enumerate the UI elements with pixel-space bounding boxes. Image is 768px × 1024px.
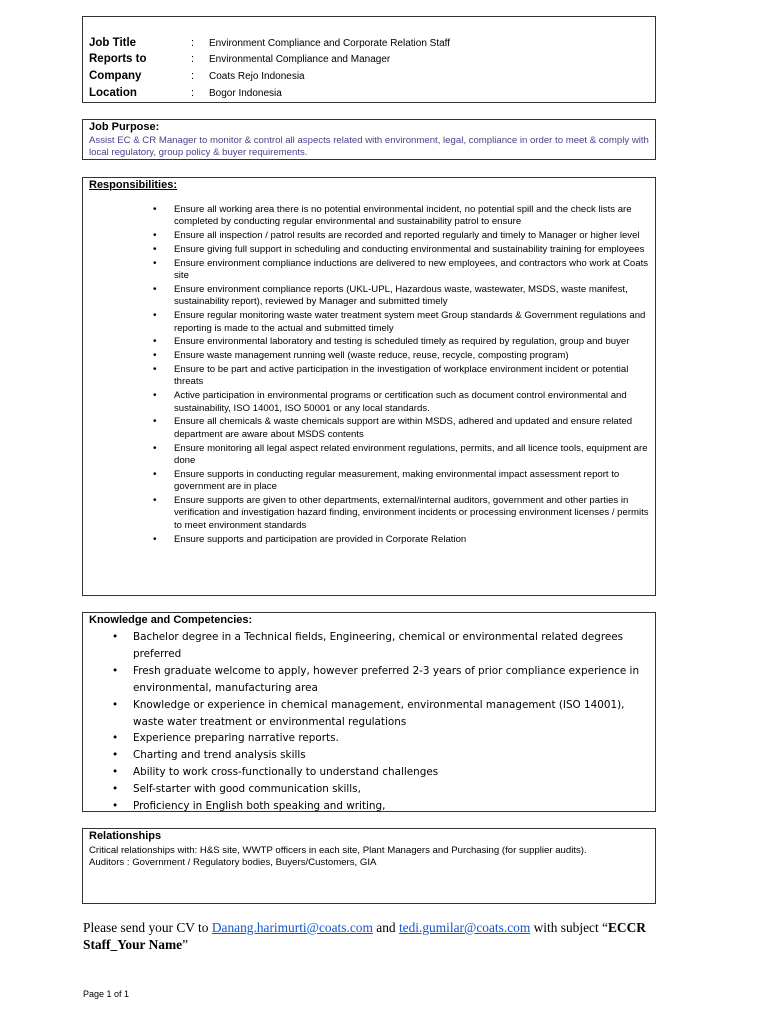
bullet-icon: • [153,533,157,545]
list-item [149,443,649,468]
bullet-icon: • [153,230,157,242]
cv-instruction [83,919,693,953]
list-item [149,364,649,389]
list-item-text: Ensure supports and participation are provided in Corporate Relation [174,533,467,545]
bullet-icon: • [153,416,157,428]
colon: : [191,53,195,65]
bullet-icon: • [153,364,157,375]
list-item [109,781,649,798]
location-label: Location [89,87,137,99]
bullet-icon: • [153,350,157,362]
list-item-text: Ensure all chemicals & waste chemicals support are within MSDS, adhered and updated and ensure related department are aware about MSDS contents [174,416,633,440]
company-row [89,70,649,87]
job-title-value: Environment Compliance and Corporate Relation Staff [209,38,451,49]
list-item [109,730,649,747]
relationships-line: Critical relationships with: H&S site, WWTP officers in each site, Plant Managers and Purchasing (for supplier audits). [89,845,587,856]
job-purpose-box [82,119,656,160]
list-item-text: Ensure environment compliance reports (UKL-UPL, Hazardous waste, wastewater, MSDS, waste manifest, sustainability report), reviewed by Manager and submitted timely [174,284,628,308]
list-item [149,284,649,309]
bullet-icon: • [112,783,119,796]
colon: : [191,70,195,82]
page-number: Page 1 of 1 [83,989,130,999]
bullet-icon: • [112,631,119,643]
relationships-text [89,845,654,869]
list-item [109,798,649,815]
relationships-box [82,828,656,904]
list-item-text: Ensure environment compliance inductions are delivered to new employees, and contractors who work at Coats site [174,257,649,282]
cv-middle: with subject “ [530,920,608,935]
list-item-text: Ensure environmental laboratory and testing is scheduled timely as required by regulation, group and buyer [174,336,630,348]
job-title-label: Job Title [89,37,137,49]
bullet-icon: • [153,468,157,480]
colon: : [191,37,195,49]
bullet-icon: • [153,244,157,255]
list-item-text: Knowledge or experience in chemical management, environmental management (ISO 14001), waste water treatment or environmental regulations [133,698,625,728]
list-item-text: Ensure regular monitoring waste water treatment system meet Group standards & Government regulations and reporting is made to the actual and submitted timely [174,310,646,334]
bullet-icon: • [153,310,157,322]
cv-and: and [372,920,399,935]
list-item [149,230,649,242]
job-info-box [82,16,656,103]
list-item [149,350,649,362]
cv-suffix: ” [182,937,189,952]
location-value: Bogor Indonesia [209,88,282,99]
reports-to-value: Environmental Compliance and Manager [209,54,391,65]
reports-to-label: Reports to [89,53,147,65]
bullet-icon: • [153,442,157,454]
bullet-icon: • [153,257,157,269]
job-title-row [89,37,649,54]
list-item [109,629,649,663]
list-item [109,663,649,697]
list-item-text: Ensure giving full support in scheduling and conducting environmental and sustainability training for employees [174,244,645,255]
list-item-text: Ensure all working area there is no potential environmental incident, no potential spill and the check lists are completed by conducting regular environmental and sustainability patrol to ensure [174,204,632,228]
responsibilities-list [149,204,649,547]
bullet-icon: • [112,732,119,745]
list-item-text: Self-starter with good communication skills, [133,783,361,796]
list-item [149,469,649,494]
company-value: Coats Rejo Indonesia [209,71,305,82]
list-item-text: Ensure supports are given to other departments, external/internal auditors, government and other parties in verification and investigation hazard finding, environment incidents or processing environment licenses / permits to meet environment standards [174,495,649,531]
list-item [149,258,649,283]
responsibilities-title: Responsibilities: [89,179,178,191]
bullet-icon: • [112,766,119,779]
list-item [149,336,649,348]
list-item [149,495,649,532]
job-purpose-text: Assist EC & CR Manager to monitor & control all aspects related with environment, legal, compliance in order to meet & comply with local regulatory, group policy & buyer requirements. [89,135,649,158]
list-item [109,764,649,781]
bullet-icon: • [153,390,157,402]
list-item-text: Ensure to be part and active participation in the investigation of workplace environment incident or potential threats [174,364,629,388]
list-item-text: Ensure supports in conducting regular measurement, making environmental impact assessment report to government are in place [174,468,620,493]
knowledge-title: Knowledge and Competencies: [89,614,253,626]
list-item-text: Charting and trend analysis skills [133,749,306,762]
job-purpose-title: Job Purpose: [89,121,160,133]
cv-subject: ECCR Staff_Your Name [83,920,646,952]
bullet-icon: • [153,204,157,215]
bullet-icon: • [112,664,119,677]
list-item [149,244,649,256]
email-link-tedi[interactable]: tedi.gumilar@coats.com [398,920,531,935]
cv-prefix: Please send your CV to [83,920,212,935]
list-item-text: Ensure all inspection / patrol results are recorded and reported regularly and timely to Manager or higher level [174,230,640,242]
email-link-danang[interactable]: Danang.harimurti@coats.com [211,920,373,935]
list-item-text: Ensure monitoring all legal aspect related environment regulations, permits, and all licence tools, equipment are done [174,442,648,467]
list-item-text: Fresh graduate welcome to apply, however preferred 2-3 years of prior compliance experience in environmental, manufacturing area [133,664,640,694]
list-item-text: Ability to work cross-functionally to understand challenges [133,766,439,779]
knowledge-box [82,612,656,812]
list-item-text: Experience preparing narrative reports. [133,732,339,745]
list-item [149,310,649,335]
bullet-icon: • [112,800,119,813]
list-item-text: Ensure waste management running well (waste reduce, reuse, recycle, composting program) [174,350,569,362]
company-label: Company [89,70,142,82]
bullet-icon: • [153,336,157,348]
list-item [109,747,649,764]
responsibilities-box [82,177,656,596]
list-item [149,534,649,546]
knowledge-list [109,629,649,815]
list-item [109,697,649,731]
list-item [149,416,649,441]
reports-to-row [89,53,649,70]
list-item-text: Active participation in environmental programs or certification such as document control environmental and sustainability, ISO 14001, ISO 50001 or any local standards. [174,390,627,414]
list-item [149,204,649,229]
bullet-icon: • [112,698,119,711]
list-item [149,390,649,415]
bullet-icon: • [112,749,119,762]
relationships-title: Relationships [89,830,162,842]
bullet-icon: • [153,284,157,295]
list-item-text: Proficiency in English both speaking and writing, [133,800,386,813]
location-row [89,87,649,104]
bullet-icon: • [153,495,157,507]
relationships-line: Auditors : Government / Regulatory bodies, Buyers/Customers, GIA [89,857,377,869]
list-item-text: Bachelor degree in a Technical fields, Engineering, chemical or environmental related degrees preferred [133,631,624,660]
colon: : [191,87,195,99]
